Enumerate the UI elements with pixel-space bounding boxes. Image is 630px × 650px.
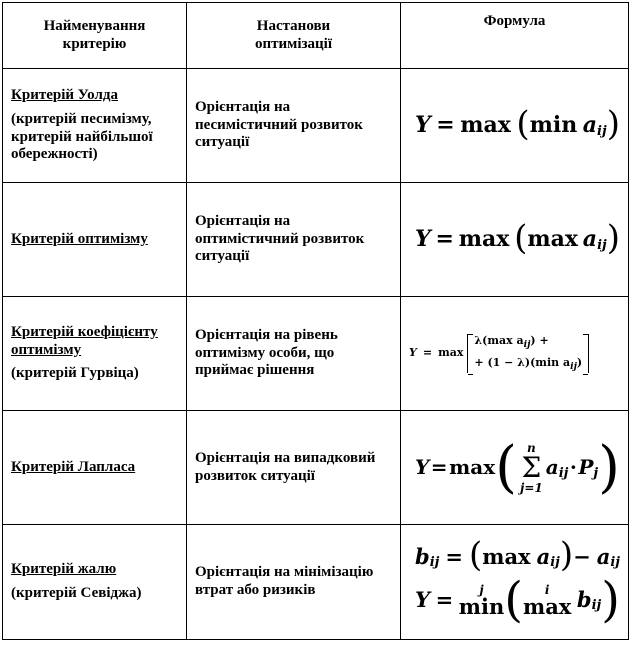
formula-optimism: Y = max ( max a ij )	[415, 217, 620, 258]
table-row	[3, 297, 629, 411]
criterion-name: Критерій коефіцієнту оптимізму	[11, 324, 158, 358]
formula-cell	[401, 183, 629, 297]
formula-wald: Y = max ( min a ij )	[415, 103, 620, 144]
formula-laplace: Y = max ( n Σ j=1 a ij · P j )	[415, 434, 620, 500]
criterion-name: Критерій Уолда	[11, 87, 118, 104]
table-row	[3, 69, 629, 183]
settings-cell: Орієнтація на випадковий розвиток ситуації	[187, 411, 401, 525]
formula-cell	[401, 297, 629, 411]
header-settings: Настанови оптимізації	[187, 3, 401, 69]
criterion-name: Критерій жалю	[11, 561, 117, 578]
table-row	[3, 183, 629, 297]
criterion-cell: Критерій Уолда (критерій песимізму, критерій найбільшої обережності)	[3, 69, 187, 183]
criterion-name: Критерій оптимізму	[11, 230, 148, 247]
formula-cell	[401, 525, 629, 640]
table-row	[3, 411, 629, 525]
formula-savage: b ij = ( max a ij ) − a ij Y = j min ( i max b ij )	[415, 535, 620, 628]
settings-cell: Орієнтація на мінімізацію втрат або ризиків	[187, 525, 401, 640]
criterion-cell: Критерій жалю (критерій Севіджа)	[3, 525, 187, 640]
header-formula: Формула	[401, 3, 629, 69]
formula-cell	[401, 69, 629, 183]
settings-cell: Орієнтація на оптимістичний розвиток ситуації	[187, 183, 401, 297]
criterion-cell: Критерій коефіцієнту оптимізму (критерій Гурвіца)	[3, 297, 187, 411]
criterion-cell	[3, 411, 187, 525]
header-criterion: Найменування критерію	[3, 3, 187, 69]
formula-hurwicz: Y = max λ(max $a_{ij}$) + + (1 − λ)(min $a_{ij}$)	[409, 334, 620, 374]
criteria-table	[2, 2, 629, 640]
criterion-cell	[3, 183, 187, 297]
formula-cell	[401, 411, 629, 525]
criterion-name: Критерій Лапласа	[11, 458, 136, 475]
table-row	[3, 525, 629, 640]
header-row	[3, 3, 629, 69]
settings-cell: Орієнтація на песимістичний розвиток ситуації	[187, 69, 401, 183]
settings-cell: Орієнтація на рівень оптимізму особи, що приймає рішення	[187, 297, 401, 411]
